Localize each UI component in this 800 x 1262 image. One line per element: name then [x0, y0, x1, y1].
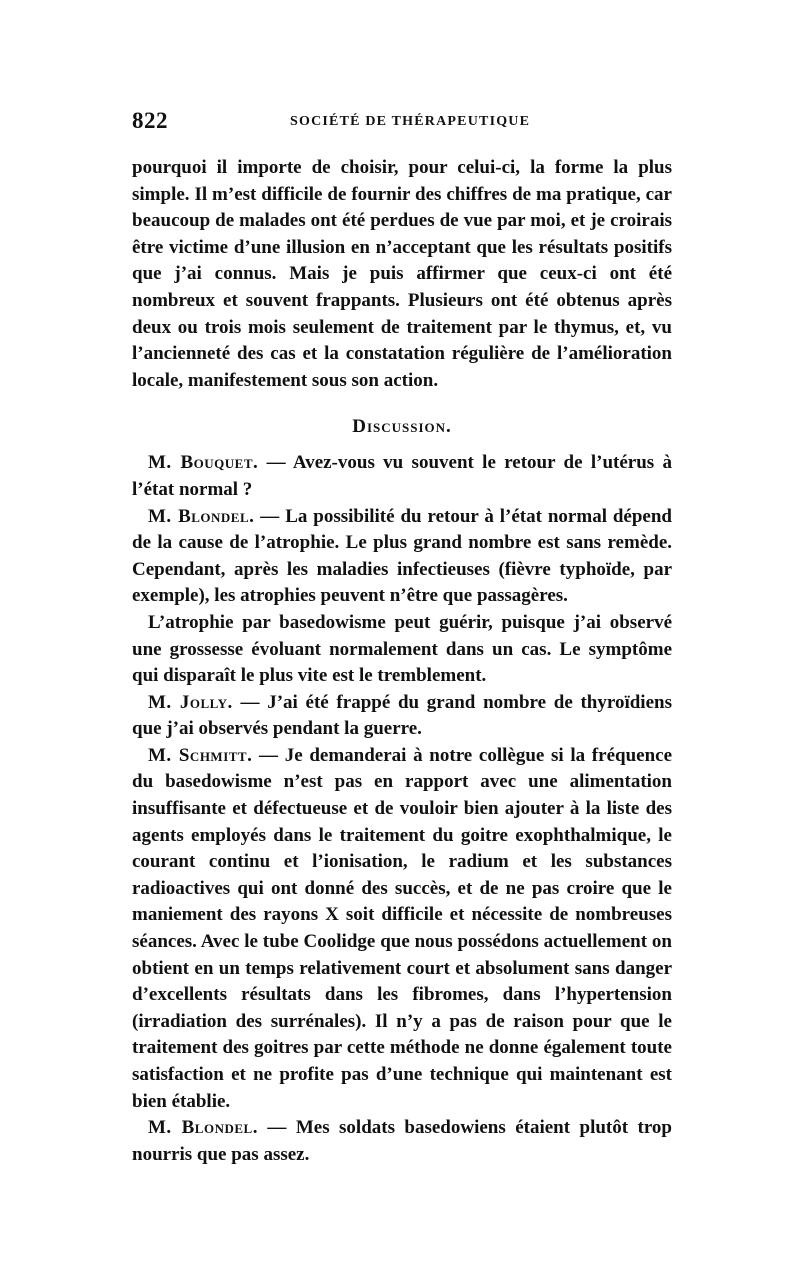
- speaker-name: M. Blondel.: [148, 1117, 258, 1139]
- speaker-name: M. Blondel.: [148, 505, 255, 527]
- discussion-paragraph: [132, 743, 672, 1115]
- body-text: [132, 155, 672, 1168]
- discussion-paragraph: [132, 504, 672, 610]
- speaker-name: M. Schmitt.: [148, 744, 253, 766]
- paragraph-text: — Mes soldats basedowiens étaient plutôt trop nourris que pas assez.: [132, 1117, 672, 1165]
- discussion-paragraph: [132, 450, 672, 503]
- paragraph-text: — Je demanderai à notre collègue si la fréquence du basedowisme n’est pas en rapport avec une alimentation insuffisante et défectueuse et de vouloir bien ajouter à la liste des agents employés dans le traitement du goitre exophthalmique, le courant continu et l’ionisation, le radium et les substances radioactives qui ont donné des succès, et de ne pas croire que le maniement des rayons X soit difficile et nécessite de nombreuses séances. Avec le tube Coolidge que nous possédons actuellement on obtient en un temps relativement court et absolument sans danger d’excellents résultats dans les fibromes, dans l’hypertension (irradiation des surrénales). Il n’y a pas de raison pour que le traitement des goitres par cette méthode ne donne également toute satisfaction et ne profite pas d’une technique qui maintenant est bien établie.: [132, 744, 673, 1112]
- intro-paragraph: pourquoi il importe de choisir, pour celui-ci, la forme la plus simple. Il m’est difficile de fournir des chiffres de ma pratique, car beaucoup de malades ont été perdues de vue par moi, et je croirais être victime d’une illusion en n’acceptant que les résultats positifs que j’ai connus. Mais je puis affirmer que ceux-ci ont été nombreux et souvent frappants. Plusieurs ont été obtenus après deux ou trois mois seulement de traitement par le thymus, et, vu l’ancienneté des cas et la constatation régulière de l’amélioration locale, manifestement sous son action.: [132, 157, 672, 391]
- running-title: SOCIÉTÉ DE THÉRAPEUTIQUE: [290, 114, 531, 129]
- page-number: 822: [132, 108, 168, 133]
- discussion-paragraph: [132, 1115, 672, 1168]
- paragraph-text: — Avez-vous vu souvent le retour de l’utérus à l’état normal ?: [132, 452, 672, 500]
- paragraph-text: L’atrophie par basedowisme peut guérir, puisque j’ai observé une grossesse évoluant normalement dans un cas. Le symptôme qui disparaît le plus vite est le tremblement.: [132, 611, 672, 687]
- speaker-name: M. Bouquet.: [148, 452, 259, 474]
- paragraph-text: — J’ai été frappé du grand nombre de thyroïdiens que j’ai observés pendant la guerre.: [132, 691, 672, 740]
- discussion-paragraph: [132, 610, 672, 690]
- paragraph-text: — La possibilité du retour à l’état normal dépend de la cause de l’atrophie. Le plus grand nombre est sans remède. Cependant, après les maladies infectieuses (fièvre typhoïde, par exemple), les atrophies peuvent n’être que passagères.: [132, 505, 672, 607]
- section-title: Discussion.: [352, 416, 452, 438]
- discussion-paragraph: [132, 690, 672, 743]
- running-head: [132, 108, 672, 138]
- speaker-name: M. Jolly.: [148, 691, 233, 713]
